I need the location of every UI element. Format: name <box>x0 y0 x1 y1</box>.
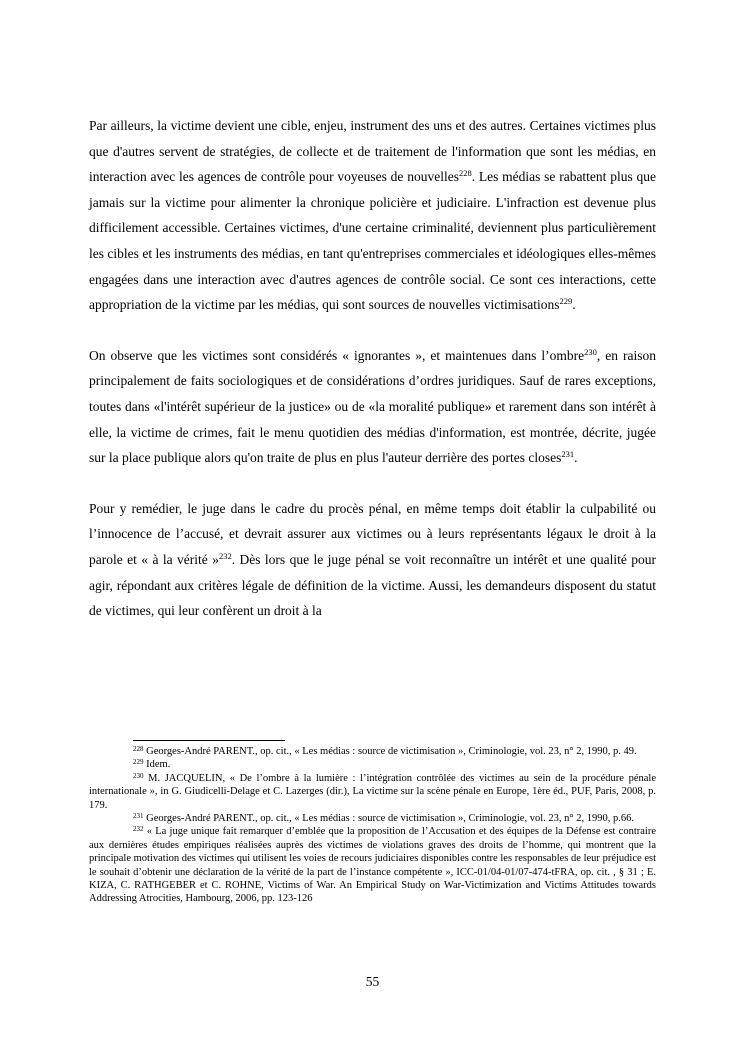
paragraph-1: Par ailleurs, la victime devient une cible, enjeu, instrument des uns et des autres. Certaines victimes plus que d'autres servent de stratégies, de collecte et de traitement de l'information que sont les médias, en interaction avec les agences de contrôle pour voyeuses de nouvelles$^{228}$. Les médias se rabattent plus que jamais sur la victime pour alimenter la chronique policière et judiciaire. L'infraction est devenue plus difficilement accessible. Certaines victimes, d'une certaine criminalité, deviennent plus particulièrement les cibles et les instruments des médias, en tant qu'entreprises commerciales et idéologiques elles-mêmes engagées dans une interaction avec d'autres agences de contrôle social. Ce sont ces interactions, cette appropriation de la victime par les médias, qui sont sources de nouvelles victimisations$^{229}$. <box>89 118 656 313</box>
footnote-ref-230[interactable]: 230 <box>584 346 597 357</box>
footnote-number: 230 <box>133 771 144 780</box>
page-number: 55 <box>365 974 380 989</box>
footnote-ref-232[interactable]: 232 <box>218 550 232 561</box>
footnote-text: Idem. <box>143 759 171 771</box>
footnote-text: Georges-André PARENT., op. cit., « Les médias : source de victimisation », Criminologie, vol. 23, n° 2, 1990, p.66. <box>143 813 634 825</box>
footnote-number: 229 <box>133 758 144 767</box>
footnotes <box>89 745 656 906</box>
footnote-229 <box>89 758 656 771</box>
footnote-ref-231[interactable]: 231 <box>561 449 575 460</box>
footnote-ref-229[interactable]: 229 <box>559 296 573 307</box>
footnote-text: « La juge unique fait remarquer d’emblée que la proposition de l’Accusation et des équipes de la Défense est contraire aux dernières études empiriques réalisées auprès des victimes de violations graves des droits de l’homme, qui montrent que la principale motivation des victimes qui utilisent les voies de recours judiciaires disponibles contre les responsables de leur préjudice est le souhait d’obtenir une déclaration de la vérité de la part de l’instance compétente », ICC-01/04-01/07-474-tFRA, op. cit. , § 31 ; E. KIZA, C. RATHGEBER et C. ROHNE, Victims of War. An Empirical Study on War-Victimization and Victims Attitudes towards Addressing Atrocities, Hambourg, 2006, pp. 123-126 <box>89 826 656 905</box>
paragraph-2: On observe que les victimes sont considérés « ignorantes », et maintenues dans l’ombre$^{230}$, en raison principalement de faits sociologiques et de considérations d’ordres juridiques. Sauf de rares exceptions, toutes dans «l'intérêt supérieur de la justice» ou de «la moralité publique» et rarement dans son intérêt à elle, la victime de crimes, fait le menu quotidien des médias d'information, est montrée, décrite, jugée sur la place publique alors qu'on traite de plus en plus l'auteur derrière des portes closes$^{231}$. <box>89 346 657 466</box>
footnote-231 <box>89 812 656 825</box>
footnote-230 <box>89 772 656 812</box>
body-text <box>89 113 656 624</box>
footnote-text: M. JACQUELIN, « De l’ombre à la lumière : l’intégration contrôlée des victimes au sein de la procédure pénale internationale », in G. Giudicelli-Delage et C. Lazerges (dir.), La victime sur la scène pénale en Europe, 1ère éd., PUF, Paris, 2008, p. 179. <box>89 772 656 811</box>
footnote-228 <box>89 745 656 758</box>
footnote-232 <box>89 825 656 905</box>
footnote-number: 232 <box>133 825 144 834</box>
footnote-text: Georges-André PARENT., op. cit., « Les médias : source de victimisation », Criminologie, vol. 23, n° 2, 1990, p. 49. <box>143 746 637 757</box>
footnote-number: 231 <box>133 812 144 821</box>
footnote-ref-228[interactable]: 228 <box>458 168 472 179</box>
footnote-number: 228 <box>133 745 144 753</box>
footnote-separator <box>133 740 285 741</box>
paragraph-3: Pour y remédier, le juge dans le cadre du procès pénal, en même temps doit établir la culpabilité ou l’innocence de l’accusé, et devrait assurer aux victimes ou à leurs représentants légaux le droit à la parole et « à la vérité »$^{232}$. Dès lors que le juge pénal se voit reconnaître un intérêt et une qualité pour agir, répondant aux critères légale de définition de la victime. Aussi, les demandeurs disposent du statut de victimes, qui leur confèrent un droit à la <box>89 500 656 619</box>
